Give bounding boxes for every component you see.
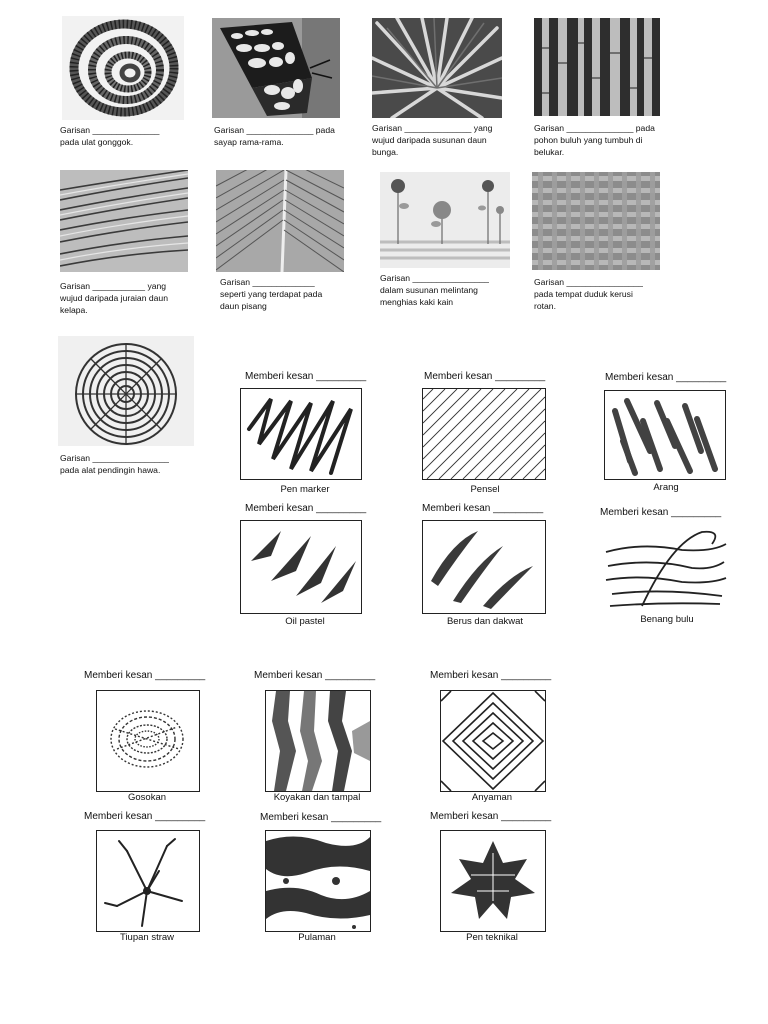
banana-leaf-photo: [216, 170, 344, 272]
texture-pensel: [422, 388, 546, 480]
kesan-label: Memberi kesan _________: [260, 812, 382, 823]
texture-benang-bulu: [602, 522, 728, 610]
kesan-label: Memberi kesan _________: [430, 811, 552, 822]
caption-butterfly: Garisan ______________ pada sayap rama-rama.: [214, 125, 335, 147]
texture-pen-marker: [240, 388, 362, 480]
texture-name: Tiupan straw: [119, 932, 175, 943]
caption-agave: Garisan ______________ yang wujud daripada susunan daun bunga.: [372, 123, 493, 157]
texture-name: Pen teknikal: [466, 932, 518, 943]
texture-name: Berus dan dakwat: [446, 616, 524, 627]
caption-millipede: Garisan ______________ pada ulat gonggok.: [60, 125, 160, 147]
kesan-label: Memberi kesan _________: [600, 507, 722, 518]
texture-name: Anyaman: [471, 792, 513, 803]
bamboo-photo: [534, 18, 660, 116]
caption-fabric-roses: Garisan ________________ dalam susunan melintang menghias kaki kain: [380, 273, 489, 307]
kesan-label: Memberi kesan _________: [84, 811, 206, 822]
caption-bamboo: Garisan ______________ pada pohon buluh yang tumbuh di belukar.: [534, 123, 655, 157]
texture-arang: [604, 390, 726, 480]
kesan-label: Memberi kesan _________: [84, 670, 206, 681]
agave-photo: [372, 18, 502, 118]
kesan-label: Memberi kesan _________: [254, 670, 376, 681]
texture-name: Pensel: [470, 484, 500, 495]
texture-anyaman: [440, 690, 546, 792]
texture-name: Gosokan: [127, 792, 167, 803]
caption-coconut-leaf: Garisan ___________ yang wujud daripada juraian daun kelapa.: [60, 281, 168, 315]
caption-banana-leaf: Garisan _____________ seperti yang terdapat pada daun pisang: [220, 277, 323, 311]
texture-name: Pulaman: [298, 932, 336, 943]
texture-name: Oil pastel: [285, 616, 325, 627]
texture-oil-pastel: [240, 520, 362, 614]
coconut-leaf-photo: [60, 170, 188, 272]
kesan-label: Memberi kesan _________: [430, 670, 552, 681]
texture-name: Arang: [653, 482, 679, 493]
fabric-roses-photo: [380, 172, 510, 268]
texture-name: Benang bulu: [640, 614, 694, 625]
kesan-label: Memberi kesan _________: [424, 371, 546, 382]
texture-pulaman: [265, 830, 371, 932]
kesan-label: Memberi kesan _________: [245, 371, 367, 382]
texture-tiupan-straw: [96, 830, 200, 932]
fan-guard-photo: [58, 336, 194, 446]
butterfly-photo: [212, 18, 340, 118]
rattan-weave-photo: [532, 172, 660, 270]
texture-name: Koyakan dan tampal: [273, 792, 361, 803]
texture-koyakan-tampal: [265, 690, 371, 792]
texture-pen-teknikal: [440, 830, 546, 932]
caption-fan-guard: Garisan ________________ pada alat pendingin hawa.: [60, 453, 169, 475]
texture-berus-dakwat: [422, 520, 546, 614]
texture-name: Pen marker: [280, 484, 330, 495]
caption-rattan-weave: Garisan ________________ pada tempat duduk kerusi rotan.: [534, 277, 643, 311]
kesan-label: Memberi kesan _________: [422, 503, 544, 514]
kesan-label: Memberi kesan _________: [245, 503, 367, 514]
kesan-label: Memberi kesan _________: [605, 372, 727, 383]
millipede-photo: [62, 16, 184, 120]
texture-gosokan: [96, 690, 200, 792]
